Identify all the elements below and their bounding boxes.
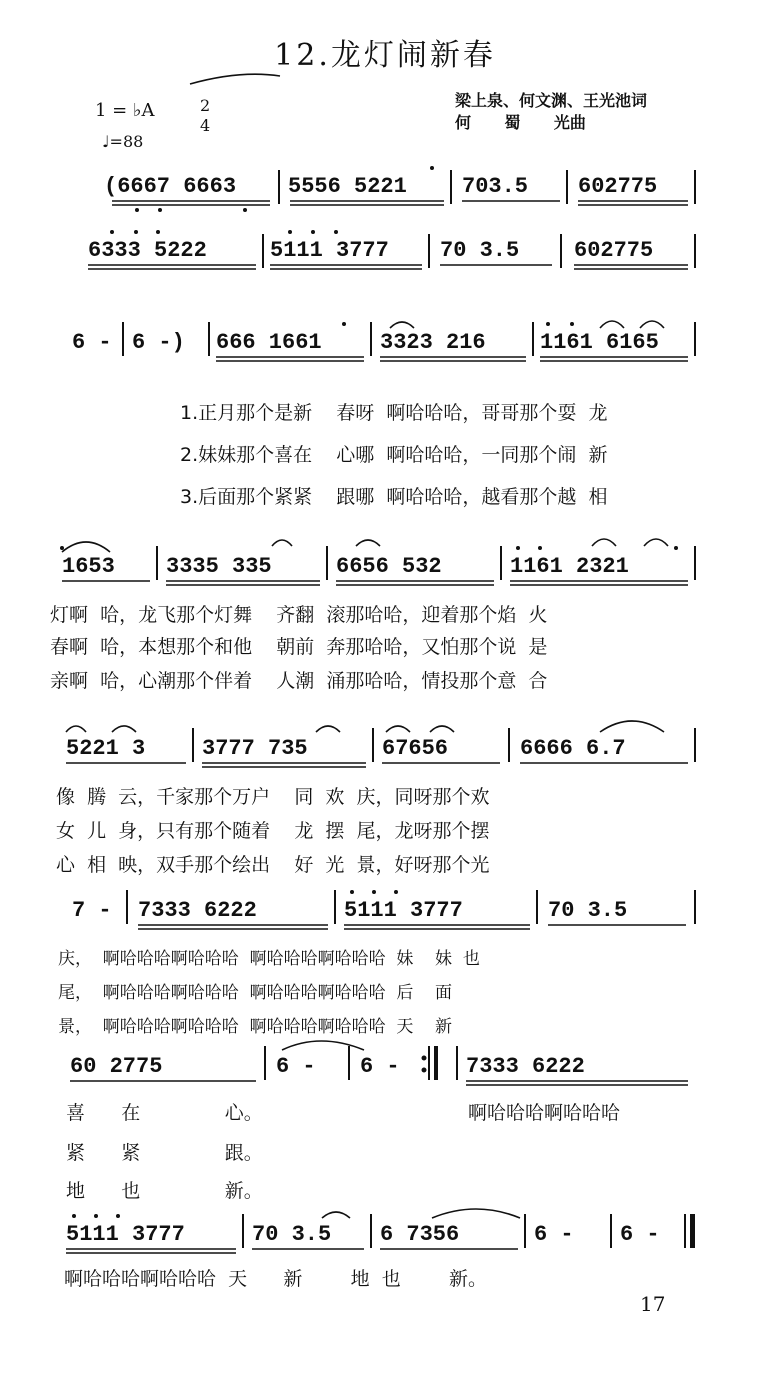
time-signature-top: 2 [200,96,211,115]
octave-dot [288,230,292,234]
lyric-ending: 啊哈哈哈啊哈哈哈 天 新 地 也 新。 [64,1268,488,1290]
octave-dot [135,208,139,212]
measure-29: 7333 6222 [466,1054,585,1079]
lyric-verse-3: 景， 啊哈哈哈啊哈哈哈 啊哈哈哈啊哈哈哈 天 新 [58,1017,453,1037]
tempo-marking: ♩=88 [102,132,144,151]
page-number: 17 [640,1292,666,1316]
measure-19: 3777 735 [202,736,308,761]
lyric-verse-1: 喜 在 心。 [66,1102,263,1124]
octave-dot [134,230,138,234]
octave-dot [516,546,520,550]
decorative-stroke [190,74,280,84]
slur [282,1041,364,1050]
slur [112,726,136,732]
lyric-verse-3: 地 也 新。 [66,1180,263,1202]
lyric-verse-3: 3.后面那个紧紧 跟哪 啊哈哈哈，越看那个越 相 [180,486,608,508]
octave-dot [72,1214,76,1218]
lyric-verse-1: 灯啊 哈，龙飞那个灯舞 齐翻 滚那哈哈，迎着那个焰 火 [50,604,548,626]
octave-dot [538,546,542,550]
composer-credit: 何 蜀 光曲 [455,113,586,132]
measure-33: 6 - [534,1222,574,1247]
lyric-verse-1: 像 腾 云，千家那个万户 同 欢 庆，同呀那个欢 [56,786,490,808]
time-signature-bottom: 4 [200,116,211,135]
measure-9: 6 - [72,330,112,355]
octave-dot [311,230,315,234]
measure-5: 6333 5222 [88,238,207,263]
slur [322,1212,350,1218]
measure-27: 6 - [276,1054,316,1079]
slur [272,540,292,546]
measure-17: 1161 2321 [510,554,629,579]
measure-22: 7 - [72,898,112,923]
slur [592,539,616,546]
lyric-verse-3: 心 相 映，双手那个绘出 好 光 景，好呀那个光 [56,854,490,876]
slur [356,540,380,546]
measure-2: 5556 5221 [288,174,407,199]
lyric-verse-2: 紧 紧 跟。 [66,1142,263,1164]
octave-dot [158,208,162,212]
octave-dot [116,1214,120,1218]
measure-13: 1161 6165 [540,330,659,355]
lyric-verse-2: 尾， 啊哈哈哈啊哈哈哈 啊哈哈哈啊哈哈哈 后 面 [58,983,453,1003]
slur [390,322,414,328]
lyric-verse-1: 1.正月那个是新 春呀 啊哈哈哈，哥哥那个耍 龙 [180,402,608,424]
measure-4: 602775 [578,174,658,199]
slur [432,1209,520,1218]
octave-dot [342,322,346,326]
measure-1: (6667 6663 [104,174,237,199]
octave-dot [372,890,376,894]
measure-30: 5111 3777 [66,1222,185,1247]
lyricists-credit: 梁上泉、何文渊、王光池词 [455,91,648,110]
lyric-verse-2: 女 儿 身，只有那个随着 龙 摆 尾，龙呀那个摆 [56,820,490,842]
octave-dot [110,230,114,234]
octave-dot [243,208,247,212]
measure-11: 666 1661 [216,330,322,355]
lyric-verse-2: 2.妹妹那个喜在 心哪 啊哈哈哈，一同那个闹 新 [180,444,608,466]
measure-12: 3323 216 [380,330,486,355]
octave-dot [430,166,434,170]
measure-25: 70 3.5 [548,898,628,923]
measure-20: 67656 [382,736,449,761]
slur [640,321,664,328]
lyric-verse-2: 春啊 哈，本想那个和他 朝前 奔那哈哈，又怕那个说 是 [50,636,548,658]
measure-21: 6666 6.7 [520,736,626,761]
measure-15: 3335 335 [166,554,272,579]
octave-dot [156,230,160,234]
octave-dot [94,1214,98,1218]
measure-10: 6 -) [132,330,185,355]
measure-26: 60 2775 [70,1054,163,1079]
octave-dot [350,890,354,894]
measure-14: 1653 [62,554,115,579]
measure-32: 6 7356 [380,1222,460,1247]
measure-3: 703.5 [462,174,529,199]
slur [62,542,110,552]
slur [600,321,624,328]
repeat-dot [422,1068,427,1073]
measure-24: 5111 3777 [344,898,463,923]
measure-7: 70 3.5 [440,238,520,263]
measure-16: 6656 532 [336,554,442,579]
slur [66,726,86,732]
key-signature: 1 = ♭A [95,100,155,121]
measure-8: 602775 [574,238,654,263]
measure-23: 7333 6222 [138,898,257,923]
lyric-verse-3: 亲啊 哈，心潮那个伴着 人潮 涌那哈哈，情投那个意 合 [50,670,548,692]
lyric-chorus: 啊哈哈哈啊哈哈哈 [468,1102,621,1124]
measure-31: 70 3.5 [252,1222,332,1247]
slur [386,726,410,732]
slur [430,726,454,732]
measure-28: 6 - [360,1054,400,1079]
measure-18: 5221 3 [66,736,146,761]
repeat-dot [422,1056,427,1061]
octave-dot [334,230,338,234]
slur [316,726,340,732]
measure-34: 6 - [620,1222,660,1247]
octave-dot [60,546,64,550]
octave-dot [570,322,574,326]
measure-6: 5111 3777 [270,238,389,263]
octave-dot [546,322,550,326]
lyric-verse-1: 庆， 啊哈哈哈啊哈哈哈 啊哈哈哈啊哈哈哈 妹 妹 也 [58,949,480,969]
song-title: 12.龙灯闹新春 [274,38,496,73]
slur [600,721,664,732]
slur [644,539,668,546]
octave-dot [394,890,398,894]
octave-dot [674,546,678,550]
